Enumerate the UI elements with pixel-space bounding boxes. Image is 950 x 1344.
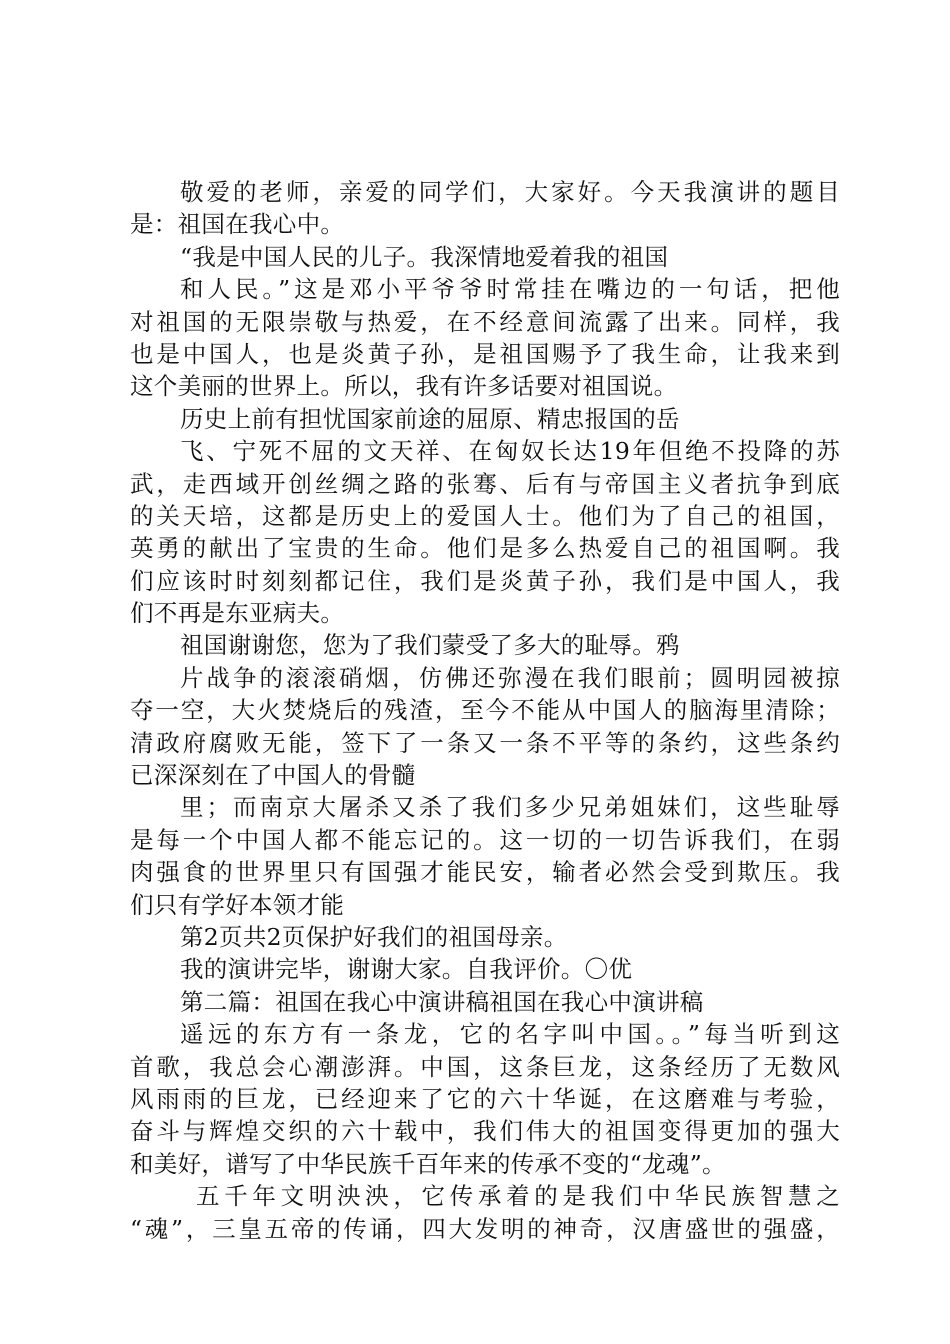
text-line: 首歌，我总会心潮澎湃。中国，这条巨龙，这条经历了无数风 (130, 1052, 840, 1081)
text-line: 片战争的滚滚硝烟，仿佛还弥漫在我们眼前；圆明园被掠 (180, 663, 840, 692)
text-line: 已深深刻在了中国人的骨髓 (130, 761, 416, 790)
text-line: 们只有学好本领才能 (130, 890, 345, 919)
text-line: 和美好，谱写了中华民族千百年来的传承不变的“龙魂”。 (130, 1149, 726, 1178)
text-line: 飞、宁死不屈的文天祥、在匈奴长达19年但绝不投降的苏 (180, 437, 840, 466)
text-line: 这个美丽的世界上。所以，我有许多话要对祖国说。 (130, 372, 678, 401)
text-line: 英勇的献出了宝贵的生命。他们是多么热爱自己的祖国啊。我 (130, 534, 840, 563)
text-line: 和人民。”这是邓小平爷爷时常挂在嘴边的一句话，把他 (180, 275, 840, 304)
text-line: 清政府腐败无能，签下了一条又一条不平等的条约，这些条约 (130, 728, 840, 757)
text-line: 里；而南京大屠杀又杀了我们多少兄弟姐妹们，这些耻辱 (180, 793, 840, 822)
speech-text (130, 176, 840, 1245)
text-line: 我的演讲完毕，谢谢大家。自我评价。〇优 (180, 955, 633, 984)
text-line: 五千年文明泱泱，它传承着的是我们中华民族智慧之 (196, 1182, 840, 1211)
text-line: “魂”，三皇五帝的传诵，四大发明的神奇，汉唐盛世的强盛， (130, 1214, 840, 1243)
text-line: 对祖国的无限崇敬与热爱，在不经意间流露了出来。同样，我 (130, 307, 840, 336)
text-line: 敬爱的老师，亲爱的同学们，大家好。今天我演讲的题目 (180, 178, 840, 206)
text-line: 肉强食的世界里只有国强才能民安，输者必然会受到欺压。我 (130, 858, 840, 887)
text-line: 也是中国人，也是炎黄子孙，是祖国赐予了我生命，让我来到 (130, 339, 840, 368)
text-line: “我是中国人民的儿子。我深情地爱着我的祖国 (180, 242, 669, 271)
text-line: 第2页共2页保护好我们的祖国母亲。 (180, 922, 568, 951)
text-line: 是每一个中国人都不能忘记的。这一切的一切告诉我们，在弱 (130, 825, 840, 854)
text-line: 是：祖国在我心中。 (130, 210, 345, 239)
text-line: 夺一空，大火焚烧后的残渣，至今不能从中国人的脑海里清除； (130, 696, 840, 725)
text-line: 遥远的东方有一条龙，它的名字叫中国。。”每当听到这 (180, 1020, 840, 1049)
text-line: 武，走西域开创丝绸之路的张骞、后有与帝国主义者抗争到底 (130, 469, 840, 498)
text-line: 祖国谢谢您，您为了我们蒙受了多大的耻辱。鸦 (180, 631, 680, 660)
text-line: 历史上前有担忧国家前途的屈原、精忠报国的岳 (180, 404, 680, 433)
text-line: 风雨雨的巨龙，已经迎来了它的六十华诞，在这磨难与考验， (130, 1084, 840, 1113)
text-line: 们不再是东亚病夫。 (130, 599, 345, 628)
text-line: 们应该时时刻刻都记住，我们是炎黄子孙，我们是中国人，我 (130, 566, 840, 595)
section-heading: 第二篇：祖国在我心中演讲稿祖国在我心中演讲稿 (180, 987, 704, 1016)
text-line: 奋斗与辉煌交织的六十载中，我们伟大的祖国变得更加的强大 (130, 1117, 840, 1146)
text-line: 的关天培，这都是历史上的爱国人士。他们为了自己的祖国， (130, 501, 840, 530)
